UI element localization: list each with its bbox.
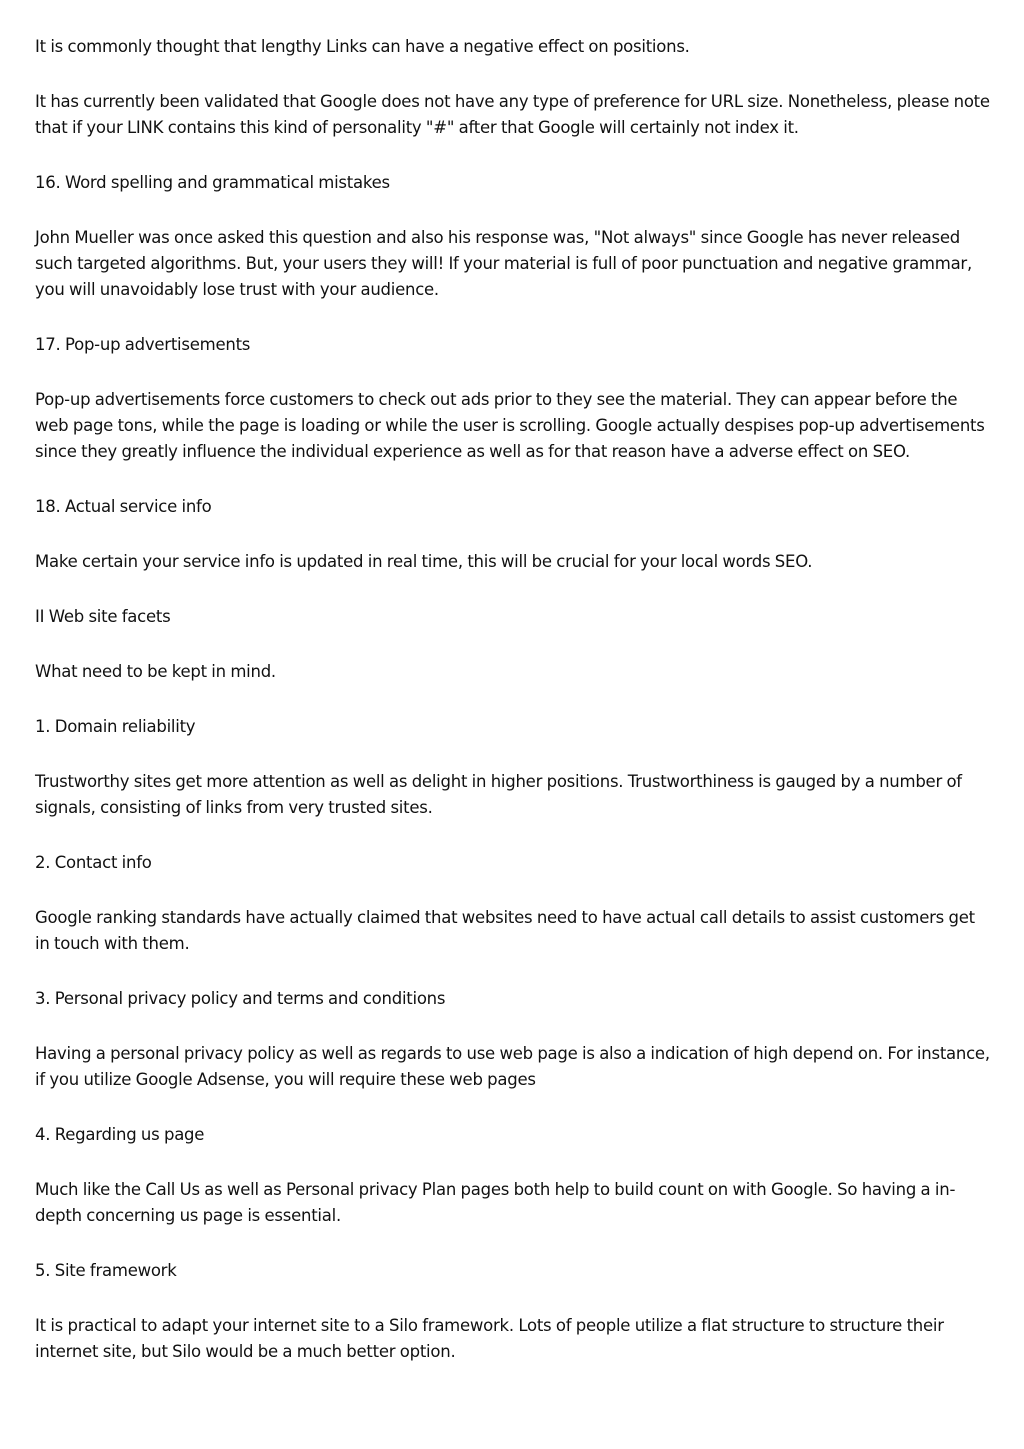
paragraph-kept-in-mind: What need to be kept in mind. [35, 662, 276, 681]
heading-spelling-grammar: 16. Word spelling and grammatical mistakes [35, 173, 390, 192]
paragraph-john-mueller: John Mueller was once asked this question and also his response was, "Not always" since Google has never released such targeted algorithms. But, your users they will! If your material is full of poor punctuation and negative grammar, you will unavoidably lose trust with your audience. [35, 228, 972, 299]
document-body [35, 34, 991, 1394]
heading-privacy-policy: 3. Personal privacy policy and terms and conditions [35, 989, 446, 1008]
heading-web-site-facets: II Web site facets [35, 607, 171, 626]
heading-popup-ads: 17. Pop-up advertisements [35, 335, 251, 354]
paragraph-popup-ads: Pop-up advertisements force customers to check out ads prior to they see the material. They can appear before the web page tons, while the page is loading or while the user is scrolling. Google actually despises pop-up advertisements since they greatly influence the individual experience as well as for that reason have a adverse effect on SEO. [35, 390, 985, 461]
heading-about-us-page: 4. Regarding us page [35, 1125, 205, 1144]
paragraph-contact-info: Google ranking standards have actually claimed that websites need to have actual call details to assist customers get in touch with them. [35, 908, 975, 953]
heading-domain-reliability: 1. Domain reliability [35, 717, 196, 736]
paragraph-about-us-page: Much like the Call Us as well as Personal privacy Plan pages both help to build count on with Google. So having a in-depth concerning us page is essential. [35, 1180, 956, 1225]
paragraph-service-info: Make certain your service info is updated in real time, this will be crucial for your local words SEO. [35, 552, 813, 571]
heading-site-framework: 5. Site framework [35, 1261, 177, 1280]
heading-contact-info: 2. Contact info [35, 853, 152, 872]
paragraph-url-length-belief: It is commonly thought that lengthy Links can have a negative effect on positions. [35, 37, 690, 56]
paragraph-privacy-policy: Having a personal privacy policy as well as regards to use web page is also a indication of high depend on. For instance, if you utilize Google Adsense, you will require these web pages [35, 1044, 990, 1089]
heading-service-info: 18. Actual service info [35, 497, 212, 516]
paragraph-domain-reliability: Trustworthy sites get more attention as well as delight in higher positions. Trustworthiness is gauged by a number of signals, consisting of links from very trusted sites. [35, 772, 962, 817]
paragraph-url-size-preference: It has currently been validated that Google does not have any type of preference for URL size. Nonetheless, please note that if your LINK contains this kind of personality "#" after that Google will certainly not index it. [35, 92, 990, 137]
paragraph-site-framework: It is practical to adapt your internet site to a Silo framework. Lots of people utilize a flat structure to structure their internet site, but Silo would be a much better option. [35, 1316, 944, 1361]
